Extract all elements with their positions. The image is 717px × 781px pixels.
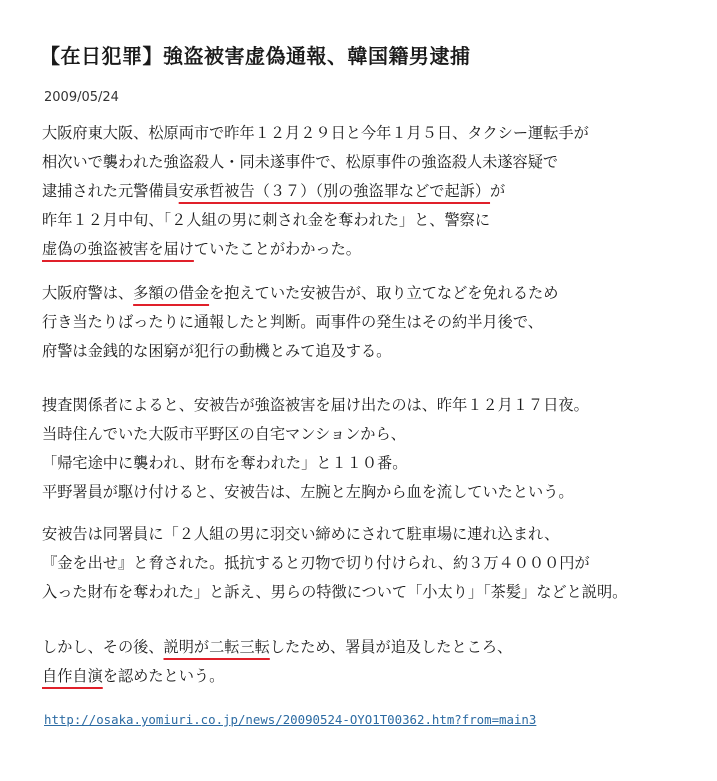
paragraph-line [42, 279, 558, 308]
text-segment: 「帰宅途中に襲われ、財布を奪われた」と１１０番。 [42, 454, 408, 472]
text-segment: 行き当たりばったりに通報したと判断。両事件の発生はその約半月後で、 [42, 313, 543, 331]
text-segment: 安被告は同署員に「２人組の男に羽交い締めにされて駐車場に連れ込まれ、 [42, 525, 560, 543]
article-paragraph-2 [42, 279, 558, 366]
paragraph-line [42, 662, 512, 691]
article-title: 【在日犯罪】強盗被害虚偽通報、韓国籍男逮捕 [40, 44, 471, 68]
paragraph-line [42, 177, 589, 206]
article-paragraph-1 [42, 119, 589, 264]
text-segment: を認めたという。 [102, 667, 225, 685]
article-date: 2009/05/24 [44, 90, 119, 105]
highlighted-text: 安承哲被告（３７）（別の強盗罪などで起訴） [178, 182, 491, 200]
highlighted-text: 虚偽の強盗被害を届け [42, 240, 194, 258]
highlighted-text: 自作自演 [42, 667, 103, 685]
text-segment: を抱えていた安被告が、取り立てなどを免れるため [209, 284, 559, 302]
text-segment: したため、署員が追及したところ、 [269, 638, 513, 656]
article-paragraph-4 [42, 520, 627, 607]
paragraph-line [42, 391, 589, 420]
text-segment: 当時住んでいた大阪市平野区の自宅マンションから、 [42, 425, 406, 443]
paragraph-line [42, 235, 589, 264]
highlighted-text: 説明が二転三転 [163, 638, 270, 656]
text-segment: 『金を出せ』と脅された。抵抗すると刃物で切り付けられ、約３万４０００円が [42, 554, 590, 572]
text-segment: ていたことがわかった。 [193, 240, 361, 258]
paragraph-line [42, 337, 558, 366]
paragraph-line [42, 633, 512, 662]
text-segment: 平野署員が駆け付けると、安被告は、左腕と左胸から血を流していたという。 [42, 483, 574, 501]
paragraph-line [42, 148, 589, 177]
paragraph-line [42, 308, 558, 337]
text-segment: 相次いで襲われた強盗殺人・同未遂事件で、松原事件の強盗殺人未遂容疑で [42, 153, 559, 171]
text-segment: 入った財布を奪われた」と訴え、男らの特徴について「小太り」「茶髪」などと説明。 [42, 583, 628, 601]
paragraph-line [42, 449, 589, 478]
text-segment: 大阪府警は、 [42, 284, 134, 302]
text-segment: 昨年１２月中旬、「２人組の男に刺され金を奪われた」と、警察に [42, 211, 491, 229]
paragraph-line [42, 420, 589, 449]
source-link[interactable]: http://osaka.yomiuri.co.jp/news/20090524-OYO1T00362.htm?from=main3 [44, 712, 537, 727]
text-segment: しかし、その後、 [42, 638, 164, 656]
paragraph-line [42, 520, 627, 549]
article-paragraph-3 [42, 391, 589, 507]
text-segment: 大阪府東大阪、松原両市で昨年１２月２９日と今年１月５日、タクシー運転手が [42, 124, 589, 142]
paragraph-line [42, 578, 627, 607]
text-segment: 府警は金銭的な困窮が犯行の動機とみて追及する。 [42, 342, 392, 360]
text-segment: 逮捕された元警備員 [42, 182, 179, 200]
paragraph-line [42, 478, 589, 507]
text-segment: が [490, 182, 506, 200]
paragraph-line [42, 119, 589, 148]
article-paragraph-5 [42, 633, 512, 691]
text-segment: 捜査関係者によると、安被告が強盗被害を届け出たのは、昨年１２月１７日夜。 [42, 396, 589, 414]
highlighted-text: 多額の借金 [133, 284, 210, 302]
paragraph-line [42, 549, 627, 578]
paragraph-line [42, 206, 589, 235]
